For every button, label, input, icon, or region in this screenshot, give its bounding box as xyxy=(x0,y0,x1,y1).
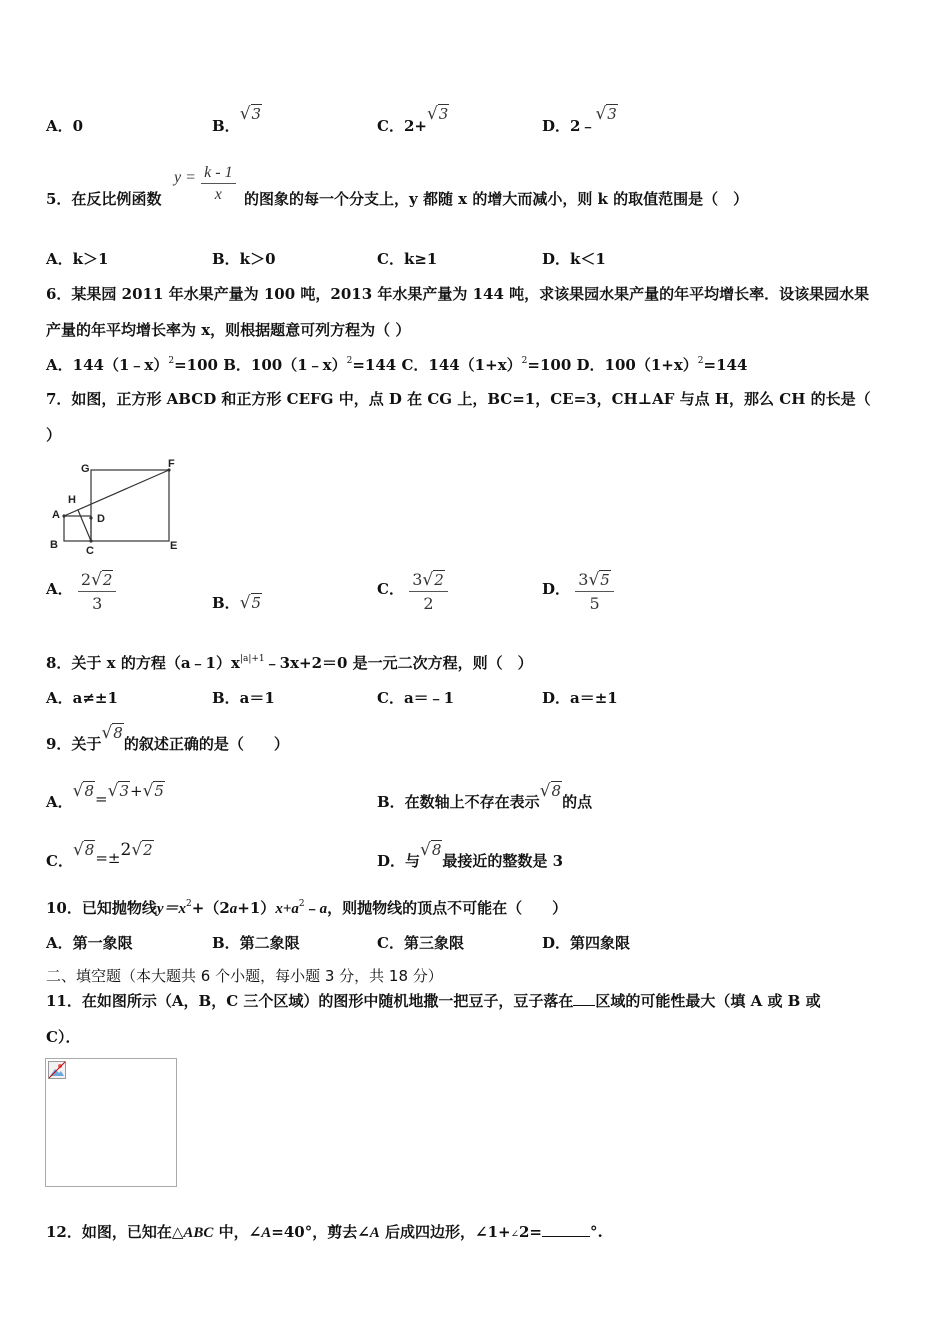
q7-option-d: D． $\frac{3√5}{5}$ xyxy=(542,570,614,613)
q9-option-a: A．√8=√3+√5 xyxy=(46,781,164,811)
q10-option-c: C．第三象限 xyxy=(377,934,464,952)
q8-option-b: B．a＝1 xyxy=(212,689,275,707)
q4-option-a: A．0 xyxy=(46,117,84,135)
label-c: C xyxy=(86,545,94,556)
label-g: G xyxy=(81,463,90,475)
sqrt-symbol: √3 xyxy=(595,104,617,124)
q6-option-b: B．100（1﹣x）$^2$=144 xyxy=(223,356,397,374)
q9-stem: 9．关于√8的叙述正确的是（ ） xyxy=(46,723,289,753)
q7-option-c: C． $\frac{3√2}{2}$ xyxy=(377,570,448,613)
q7-line2: ） xyxy=(46,426,62,444)
section-heading: 二、填空题（本大题共 6 个小题，每小题 3 分，共 18 分） xyxy=(46,967,443,985)
q11-figure-placeholder xyxy=(45,1058,177,1187)
q10-option-d: D．第四象限 xyxy=(542,934,631,952)
label-a: A xyxy=(52,509,60,521)
q6-line2: 产量的年平均增长率为 x，则根据题意可列方程为（ ） xyxy=(46,321,411,339)
answer-blank[interactable] xyxy=(573,1005,595,1006)
q10-stem: 10．已知抛物线$y=x^2+(2a+1)x+a^2﹣a$，则抛物线的顶点不可能在（ ） xyxy=(46,899,568,917)
label-f: F xyxy=(168,458,175,470)
q6-option-a: A．144（1﹣x）$^2$=100 xyxy=(46,356,218,374)
answer-blank[interactable] xyxy=(542,1236,590,1237)
sqrt-symbol: √3 xyxy=(239,104,262,124)
q5-option-b: B．k＞0 xyxy=(212,250,276,268)
square-abcd xyxy=(64,516,91,541)
q11-line2: C）． xyxy=(46,1028,81,1046)
segment-ch xyxy=(78,510,91,541)
q8-option-a: A．a≠±1 xyxy=(46,689,118,707)
q5-suffix: 的图象的每一个分支上，y 都随 x 的增大而减小，则 k 的取值范围是（ ） xyxy=(244,190,749,208)
q5-option-c: C．k≥1 xyxy=(377,250,438,268)
sqrt-symbol: √3 xyxy=(426,104,449,124)
q4-option-b: B．√3 xyxy=(212,104,262,135)
q8-option-c: C．a＝﹣1 xyxy=(377,689,455,707)
label-h: H xyxy=(68,494,76,506)
segment-af xyxy=(64,470,169,516)
q6-option-c: C．$144(1+x)^2=100$ xyxy=(401,356,572,374)
q7-option-a: A． $\frac{2√2}{3}$ xyxy=(46,570,116,613)
q5-option-a: A．k＞1 xyxy=(46,250,109,268)
q8-option-d: D．a＝±1 xyxy=(542,689,618,707)
square-cefg xyxy=(91,470,169,541)
q6-option-d: D．$100(1+x)^2=144$ xyxy=(576,356,748,374)
q5-option-d: D．k＜1 xyxy=(542,250,606,268)
q6-line1: 6．某果园 2011 年水果产量为 100 吨，2013 年水果产量为 144 吨，求该果园水果产量的年平均增长率．设该果园水果 xyxy=(46,285,870,303)
q9-option-b: B．在数轴上不存在表示√8的点 xyxy=(377,781,593,811)
q5-prefix: 5．在反比例函数 xyxy=(46,190,162,208)
q9-option-c: C．√8=±2√2 xyxy=(46,840,153,870)
q7-figure xyxy=(48,456,188,556)
q10-option-a: A．第一象限 xyxy=(46,934,133,952)
q4-option-d: D．2﹣√3 xyxy=(542,104,617,135)
q10-option-b: B．第二象限 xyxy=(212,934,300,952)
q4-option-c: C．2+√3 xyxy=(377,104,449,135)
label-e: E xyxy=(170,540,178,552)
label-d: D xyxy=(97,513,105,525)
q9-option-d: D．与√8最接近的整数是 3 xyxy=(377,840,564,870)
q11-line1: 11．在如图所示（A，B，C 三个区域）的图形中随机地撒一把豆子，豆子落在 区域的可能性最大（填 A 或 B 或 xyxy=(46,992,821,1010)
q6-options xyxy=(46,354,747,375)
q7-line1: 7．如图，正方形 ABCD 和正方形 CEFG 中，点 D 在 CG 上，BC=1，CE=3，CH⊥AF 与点 H，那么 CH 的长是（ xyxy=(46,390,871,408)
q12-stem: 12．如图，已知在△ABC 中，∠A=40°，剪去∠A 后成四边形，∠1+∠2= °. xyxy=(46,1223,603,1241)
label-b: B xyxy=(50,539,58,551)
broken-image-icon xyxy=(48,1061,66,1079)
q5-function: y = $\frac{k - 1}{x}$ xyxy=(174,164,236,204)
q7-option-b: B．√5 xyxy=(212,593,262,613)
q8-stem: 8．关于 x 的方程$(a﹣1)x^{|a|+1}﹣3x+2=0$ 是一元二次方程，则（ ） xyxy=(46,654,533,672)
